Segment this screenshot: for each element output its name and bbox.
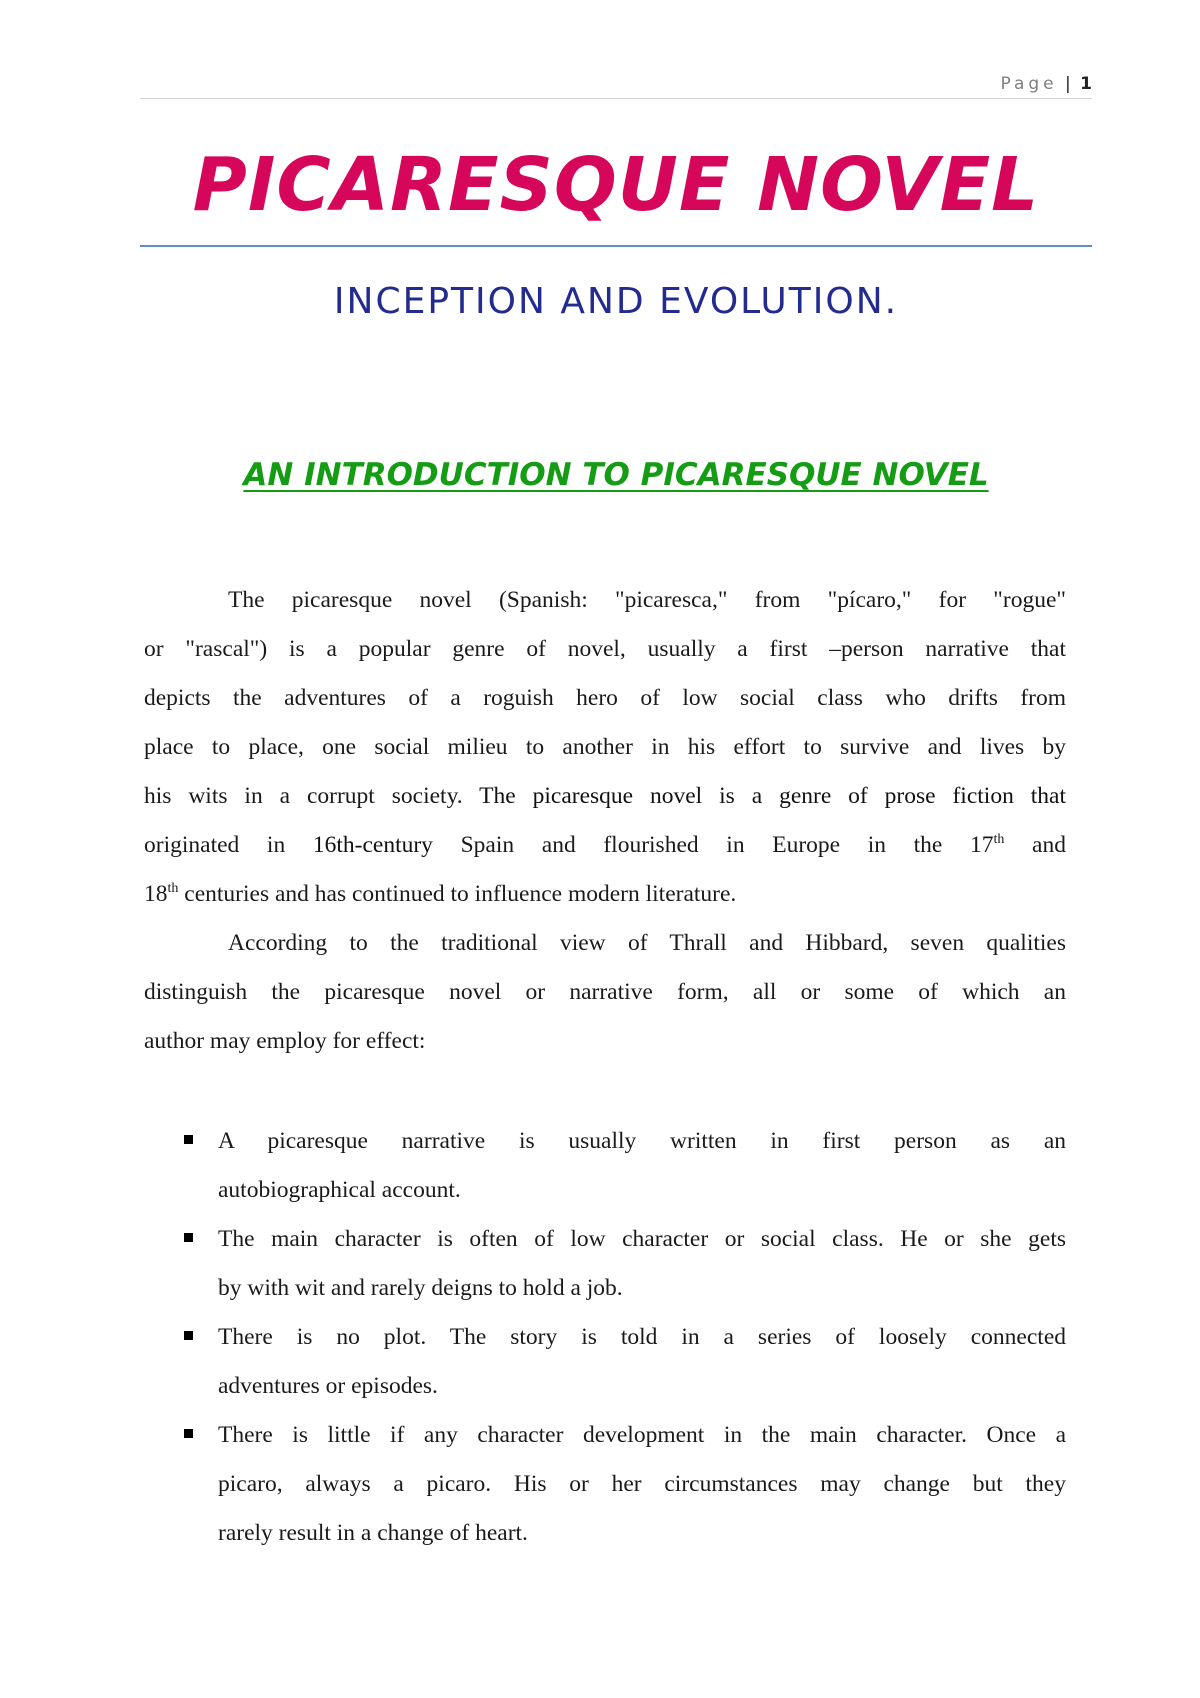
list-item-text: A picaresque narrative is usually written in first person as an <box>218 1128 1066 1154</box>
page-word: Page <box>1000 74 1058 94</box>
paragraph-text: 16th-century <box>312 832 433 858</box>
square-bullet-icon <box>184 1429 193 1438</box>
list-item <box>144 1117 1066 1215</box>
list-item-text: autobiographical account. <box>218 1177 461 1203</box>
paragraph-text: depicts the adventures of a roguish hero of low social class who drifts from <box>144 685 1066 711</box>
paragraph-text: The picaresque novel (Spanish: "picaresca," from "pícaro," for "rogue" <box>228 587 1066 613</box>
paragraph-line <box>144 1017 1066 1066</box>
document-title: PICARESQUE NOVEL <box>192 142 1040 228</box>
square-bullet-icon <box>184 1331 193 1340</box>
list-item-text: There is little if any character development in the main character. Once a <box>218 1422 1066 1448</box>
header-divider <box>140 98 1092 99</box>
paragraph-text: author may employ for effect: <box>144 1028 426 1054</box>
paragraph-line <box>144 772 1066 821</box>
paragraph-line <box>144 576 1066 625</box>
paragraph-text: According to the traditional view of Thrall and Hibbard, seven qualities <box>228 930 1066 956</box>
page-separator: | <box>1065 74 1071 94</box>
paragraph-text: Spain and flourished in Europe in the 17 <box>432 832 994 858</box>
paragraph-text: originated in <box>144 832 313 858</box>
qualities-list <box>144 1117 1066 1558</box>
list-item-text: adventures or episodes. <box>218 1373 438 1399</box>
title-divider <box>140 245 1092 247</box>
paragraph-line <box>144 723 1066 772</box>
paragraph-text: his wits in a corrupt society. <box>144 783 463 809</box>
paragraph-line <box>144 674 1066 723</box>
paragraph-text: and <box>1004 832 1066 858</box>
list-item-text: The main character is often of low character or social class. He or she gets <box>218 1226 1066 1252</box>
superscript: th <box>993 832 1005 847</box>
paragraph-line <box>144 968 1066 1017</box>
square-bullet-icon <box>184 1135 193 1144</box>
page-header <box>140 74 1092 98</box>
section-heading: AN INTRODUCTION TO PICARESQUE NOVEL <box>243 457 989 493</box>
page-number-indicator <box>1000 74 1092 94</box>
paragraph-text: place to place, one social milieu to another in his effort to survive and lives by <box>144 734 1066 760</box>
paragraph-text: distinguish the picaresque novel or narrative form, all or some of which an <box>144 979 1066 1005</box>
list-item <box>144 1411 1066 1558</box>
list-item-text: There is no plot. The story is told in a series of loosely connected <box>218 1324 1066 1350</box>
paragraph-line <box>144 821 1066 870</box>
paragraph-line <box>144 625 1066 674</box>
list-item-text: by with wit and rarely deigns to hold a job. <box>218 1275 623 1301</box>
paragraph-line <box>144 870 1066 919</box>
square-bullet-icon <box>184 1233 193 1242</box>
list-item <box>144 1215 1066 1313</box>
paragraph-line <box>144 919 1066 968</box>
document-subtitle: INCEPTION AND EVOLUTION. <box>333 281 899 322</box>
paragraph-text: The picaresque novel is a genre of prose fiction that <box>462 783 1066 809</box>
page-number: 1 <box>1080 74 1092 94</box>
superscript: th <box>167 881 179 896</box>
list-item <box>144 1313 1066 1411</box>
intro-paragraph <box>144 576 1066 919</box>
list-item-text: picaro, always a picaro. His or her circumstances may change but they <box>218 1471 1066 1497</box>
paragraph-text: centuries and has continued to influence modern literature. <box>178 881 737 907</box>
paragraph-text: 18 <box>144 881 168 907</box>
list-item-text: rarely result in a change of heart. <box>218 1520 528 1546</box>
paragraph-text: or "rascal") is a popular genre of novel, usually a first –person narrative that <box>144 636 1066 662</box>
qualities-paragraph <box>144 919 1066 1066</box>
